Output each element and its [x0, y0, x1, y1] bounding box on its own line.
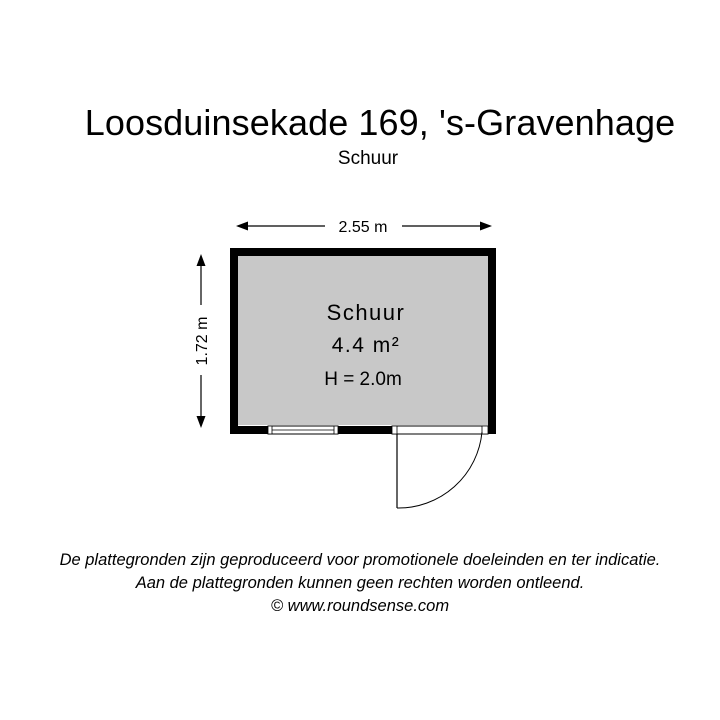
wall-left: [230, 248, 238, 434]
room-height: H = 2.0m: [324, 369, 402, 390]
door-swing-arc: [397, 432, 482, 508]
disclaimer-line-1: De plattegronden zijn geproduceerd voor promotionele doeleinden en ter indicatie.: [59, 551, 661, 569]
copyright-notice: © www.roundsense.com: [270, 597, 450, 615]
width-dimension: [236, 219, 492, 236]
room-area: 4.4 m²: [331, 334, 401, 357]
disclaimer: [0, 549, 720, 618]
window: [268, 426, 338, 434]
disclaimer-line-2: Aan de plattegronden kunnen geen rechten worden ontleend.: [135, 574, 585, 592]
width-label: 2.55 m: [338, 219, 388, 236]
wall-right: [488, 248, 496, 434]
door: [392, 426, 488, 508]
room-name: Schuur: [326, 300, 406, 325]
arrow-up-icon: [197, 254, 206, 266]
wall-bottom-middle: [338, 426, 392, 434]
height-dimension: [194, 254, 211, 428]
wall-bottom-left: [230, 426, 268, 434]
page-title: Loosduinsekade 169, 's-Gravenhage: [84, 102, 676, 143]
wall-top: [230, 248, 496, 256]
arrow-right-icon: [480, 222, 492, 231]
height-label: 1.72 m: [194, 316, 211, 366]
arrow-down-icon: [197, 416, 206, 428]
arrow-left-icon: [236, 222, 248, 231]
page-subtitle: Schuur: [337, 148, 399, 169]
